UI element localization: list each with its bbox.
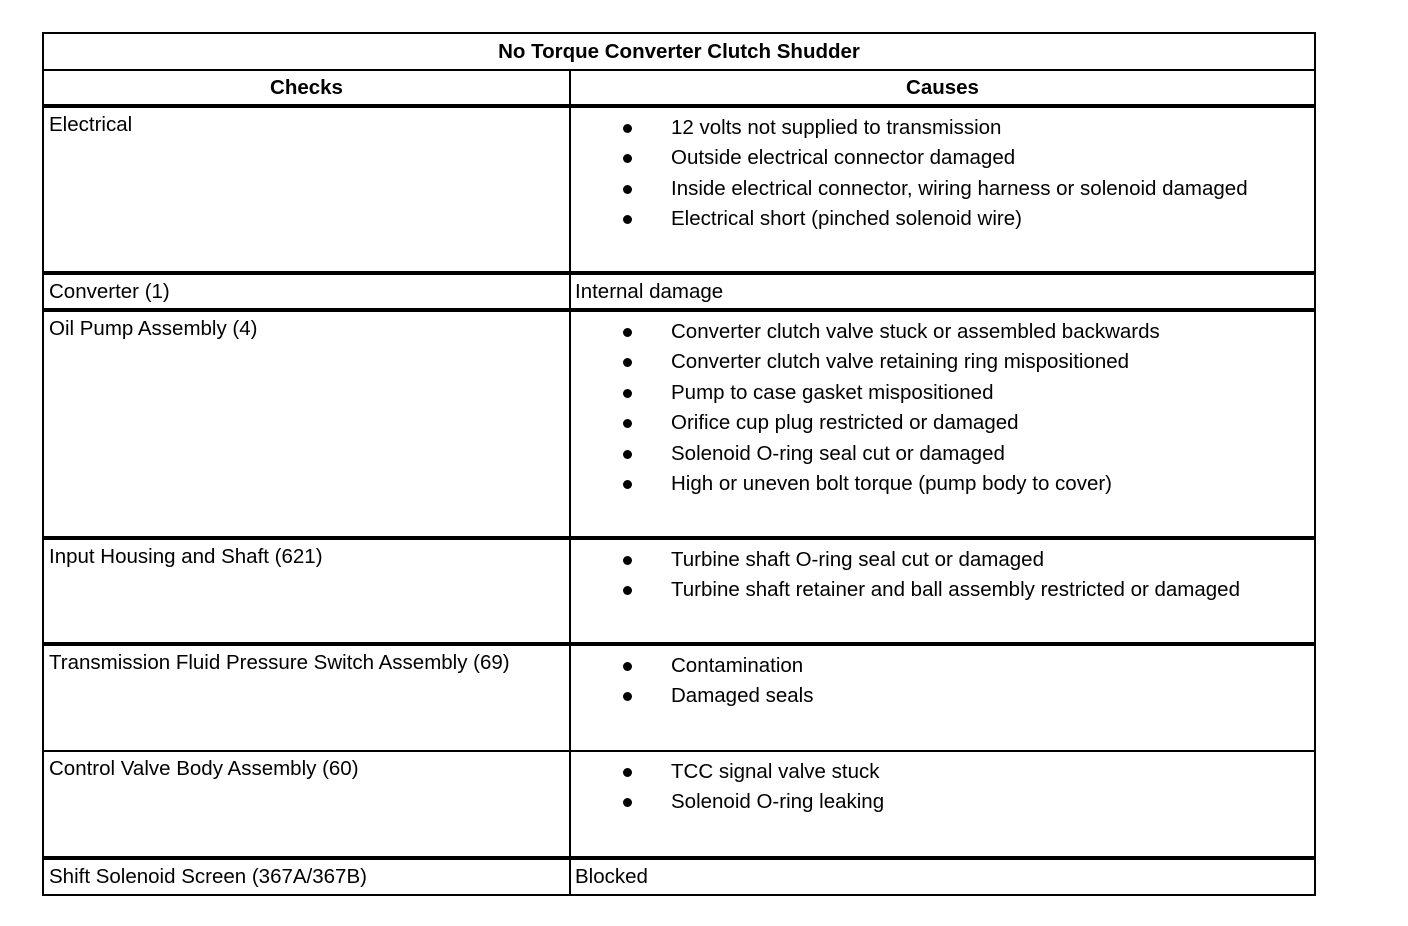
list-item: [575, 145, 1314, 175]
cause-text: Electrical short (pinched solenoid wire): [671, 207, 1022, 231]
check-cell: Electrical: [43, 106, 570, 273]
bullet-icon: [623, 419, 632, 428]
cause-list: [575, 317, 1314, 501]
bullet-icon: [623, 480, 632, 489]
table-row: [43, 310, 1315, 538]
cause-cell: Internal damage: [570, 273, 1315, 310]
list-item: [575, 653, 1314, 683]
table-row: [43, 538, 1315, 644]
cause-cell: [570, 644, 1315, 751]
cause-list: [575, 113, 1314, 237]
cause-text: Inside electrical connector, wiring harness or solenoid damaged: [671, 176, 1248, 200]
cause-text: Orifice cup plug restricted or damaged: [671, 411, 1019, 435]
bullet-icon: [623, 586, 632, 595]
bullet-icon: [623, 692, 632, 701]
cause-text: Solenoid O-ring seal cut or damaged: [671, 441, 1005, 465]
list-item: [575, 471, 1314, 501]
table-row: [43, 858, 1315, 895]
check-cell: Shift Solenoid Screen (367A/367B): [43, 858, 570, 895]
table-row: [43, 273, 1315, 310]
list-item: [575, 176, 1314, 206]
check-cell: Input Housing and Shaft (621): [43, 538, 570, 644]
cause-text: Turbine shaft O-ring seal cut or damaged: [671, 548, 1044, 571]
cause-text: High or uneven bolt torque (pump body to cover): [671, 471, 1113, 495]
bullet-icon: [623, 450, 632, 459]
cause-text: 12 volts not supplied to transmission: [671, 116, 1002, 139]
list-item: [575, 319, 1314, 349]
check-cell: Oil Pump Assembly (4): [43, 310, 570, 538]
check-cell: Transmission Fluid Pressure Switch Assembly (69): [43, 644, 570, 751]
bullet-icon: [623, 768, 632, 777]
list-item: [575, 115, 1314, 145]
cause-cell: [570, 310, 1315, 538]
cause-list: [575, 757, 1314, 820]
list-item: [575, 206, 1314, 236]
list-item: [575, 441, 1314, 471]
list-item: [575, 410, 1314, 440]
causes-column-header: Causes: [570, 70, 1315, 106]
cause-list: [575, 545, 1314, 608]
check-cell: Converter (1): [43, 273, 570, 310]
table-row: [43, 751, 1315, 858]
cause-text: Outside electrical connector damaged: [671, 146, 1016, 170]
list-item: [575, 577, 1314, 607]
cause-text: Converter clutch valve stuck or assembled backwards: [671, 320, 1160, 343]
cause-list: [575, 651, 1314, 714]
table-row: [43, 644, 1315, 751]
bullet-icon: [623, 328, 632, 337]
list-item: [575, 759, 1314, 789]
bullet-icon: [623, 389, 632, 398]
list-item: [575, 789, 1314, 819]
bullet-icon: [623, 358, 632, 367]
cause-text: Solenoid O-ring leaking: [671, 790, 885, 814]
bullet-icon: [623, 154, 632, 163]
list-item: [575, 349, 1314, 379]
cause-text: Pump to case gasket mispositioned: [671, 380, 994, 404]
cause-text: Converter clutch valve retaining ring mispositioned: [671, 350, 1130, 374]
cause-text: TCC signal valve stuck: [671, 760, 880, 783]
bullet-icon: [623, 185, 632, 194]
list-item: [575, 683, 1314, 713]
cause-cell: [570, 106, 1315, 273]
cause-cell: [570, 751, 1315, 858]
bullet-icon: [623, 662, 632, 671]
checks-column-header: Checks: [43, 70, 570, 106]
bullet-icon: [623, 798, 632, 807]
check-cell: Control Valve Body Assembly (60): [43, 751, 570, 858]
list-item: [575, 380, 1314, 410]
cause-cell: Blocked: [570, 858, 1315, 895]
bullet-icon: [623, 215, 632, 224]
cause-cell: [570, 538, 1315, 644]
cause-text: Damaged seals: [671, 684, 814, 708]
table-row: [43, 106, 1315, 273]
bullet-icon: [623, 124, 632, 133]
diagnosis-table: [42, 32, 1316, 896]
cause-text: Turbine shaft retainer and ball assembly restricted or damaged: [671, 578, 1240, 602]
bullet-icon: [623, 556, 632, 565]
cause-text: Contamination: [671, 654, 804, 677]
table-title: No Torque Converter Clutch Shudder: [43, 33, 1315, 70]
list-item: [575, 547, 1314, 577]
